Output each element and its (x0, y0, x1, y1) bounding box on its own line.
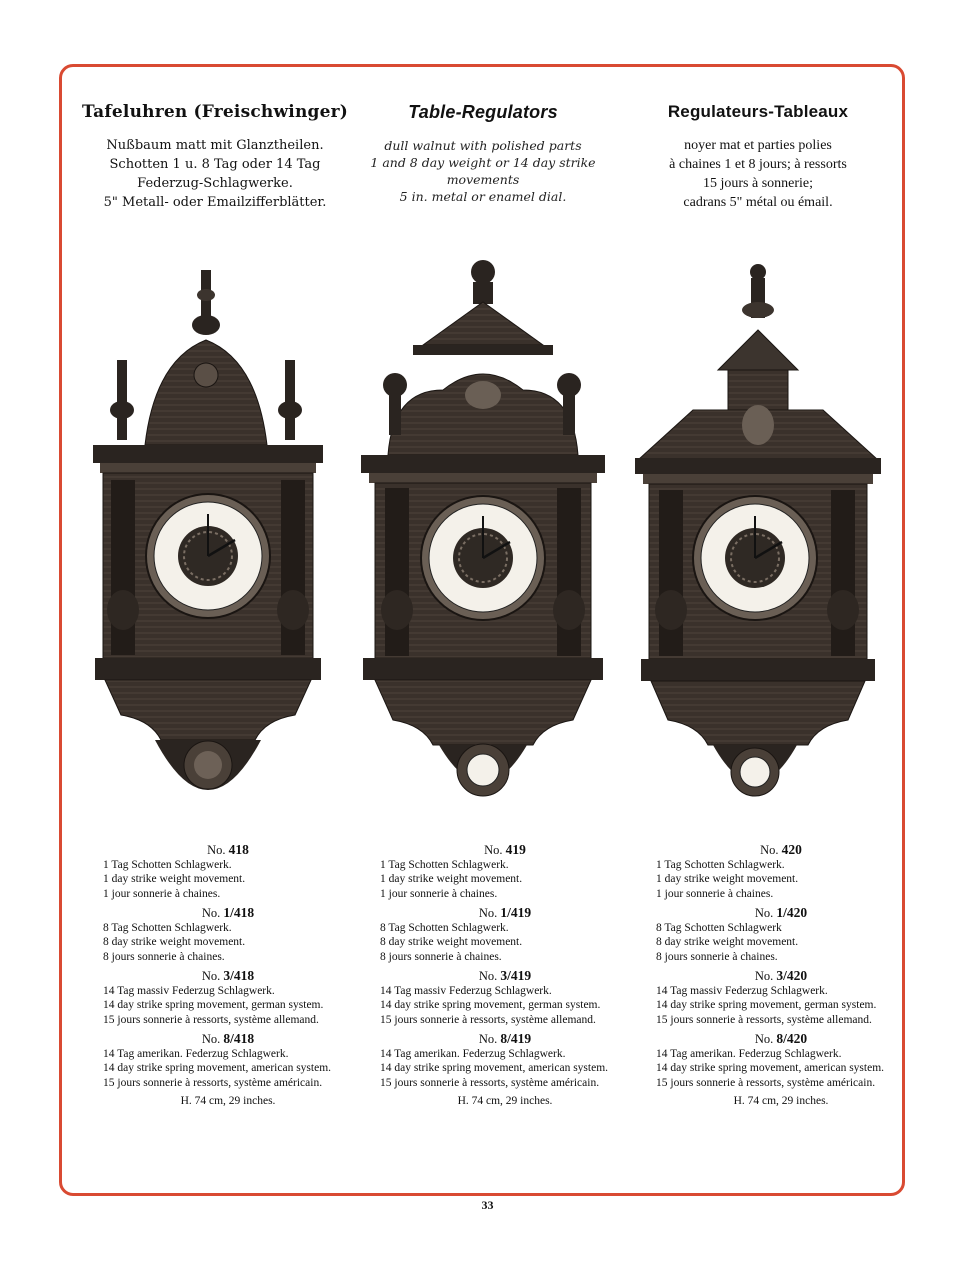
model-number: No. 8/420 (754, 1031, 808, 1046)
height-label: H. 74 cm, 29 inches. (180, 1095, 276, 1107)
spec-line: 15 jours sonnerie à ressorts, système américain. (656, 1076, 876, 1089)
model-number: No. 8/418 (201, 1031, 255, 1046)
header-line: dull walnut with polished parts (384, 138, 582, 153)
header-line: 5 in. metal or enamel dial. (399, 189, 567, 204)
spec-line: 8 Tag Schotten Schlagwerk. (103, 921, 232, 934)
header-line: 5" Metall- oder Emailzifferblätter. (103, 195, 327, 210)
spec-line: 8 jours sonnerie à chaines. (656, 950, 778, 963)
clock-illustration-419 (353, 240, 613, 840)
spec-line: 1 Tag Schotten Schlagwerk. (380, 858, 509, 871)
header-french (613, 102, 903, 212)
spec-line: 1 day strike weight movement. (103, 873, 246, 885)
specs-418 (103, 843, 353, 1109)
spec-line: 14 day strike spring movement, american system. (380, 1062, 609, 1074)
model-number: No. 3/420 (754, 968, 808, 983)
spec-line: 8 day strike weight movement. (380, 936, 523, 948)
model-number: No. 419 (484, 842, 526, 857)
model-number: No. 1/418 (201, 905, 255, 920)
spec-line: 1 day strike weight movement. (656, 873, 799, 885)
header-line: Nußbaum matt mit Glanztheilen. (106, 138, 324, 153)
header-line: movements (446, 172, 520, 187)
spec-line: 1 Tag Schotten Schlagwerk. (656, 858, 785, 871)
header-line: 1 and 8 day weight or 14 day strike (370, 155, 596, 170)
model-number: No. 3/419 (478, 968, 532, 983)
spec-line: 1 jour sonnerie à chaines. (103, 887, 221, 900)
header-line: noyer mat et parties polies (684, 138, 832, 153)
spec-line: 14 Tag amerikan. Federzug Schlagwerk. (103, 1047, 289, 1060)
height-label: H. 74 cm, 29 inches. (733, 1095, 829, 1107)
spec-line: 15 jours sonnerie à ressorts, système américain. (380, 1076, 600, 1089)
spec-line: 14 day strike spring movement, german system. (103, 999, 324, 1011)
spec-line: 8 jours sonnerie à chaines. (103, 950, 225, 963)
specs-420 (656, 843, 906, 1109)
spec-line: 14 day strike spring movement, american system. (103, 1062, 332, 1074)
header-line: Federzug-Schlagwerke. (137, 176, 293, 191)
header-line: à chaines 1 et 8 jours; à ressorts (669, 157, 847, 172)
spec-line: 8 jours sonnerie à chaines. (380, 950, 502, 963)
header-english (338, 102, 628, 205)
model-number: No. 8/419 (478, 1031, 532, 1046)
header-title: Table-Regulators (408, 102, 558, 122)
header-german (70, 102, 360, 212)
spec-line: 8 day strike weight movement. (103, 936, 246, 948)
header-title: Tafeluhren (Freischwinger) (81, 102, 349, 122)
spec-line: 14 day strike spring movement, german system. (656, 999, 877, 1011)
height-label: H. 74 cm, 29 inches. (457, 1095, 553, 1107)
spec-line: 1 day strike weight movement. (380, 873, 523, 885)
spec-line: 15 jours sonnerie à ressorts, système allemand. (103, 1013, 319, 1026)
model-number: No. 420 (760, 842, 802, 857)
spec-line: 15 jours sonnerie à ressorts, système américain. (103, 1076, 323, 1089)
specs-419 (380, 843, 630, 1109)
model-number: No. 1/419 (478, 905, 532, 920)
spec-line: 14 day strike spring movement, german system. (380, 999, 601, 1011)
spec-line: 8 Tag Schotten Schlagwerk (656, 921, 782, 934)
spec-line: 14 Tag amerikan. Federzug Schlagwerk. (380, 1047, 566, 1060)
spec-line: 15 jours sonnerie à ressorts, système allemand. (380, 1013, 596, 1026)
spec-line: 15 jours sonnerie à ressorts, système allemand. (656, 1013, 872, 1026)
spec-line: 1 jour sonnerie à chaines. (380, 887, 498, 900)
spec-line: 8 Tag Schotten Schlagwerk. (380, 921, 509, 934)
spec-line: 14 Tag amerikan. Federzug Schlagwerk. (656, 1047, 842, 1060)
header-line: cadrans 5" métal ou émail. (683, 195, 833, 210)
spec-line: 14 day strike spring movement, american system. (656, 1062, 885, 1074)
model-number: No. 418 (207, 842, 249, 857)
spec-line: 1 jour sonnerie à chaines. (656, 887, 774, 900)
model-number: No. 1/420 (754, 905, 808, 920)
header-line: 15 jours à sonnerie; (702, 176, 814, 191)
spec-line: 14 Tag massiv Federzug Schlagwerk. (656, 984, 828, 997)
page-number: 33 (481, 1198, 494, 1212)
spec-line: 1 Tag Schotten Schlagwerk. (103, 858, 232, 871)
model-number: No. 3/418 (201, 968, 255, 983)
clock-illustration-420 (633, 240, 883, 840)
spec-line: 14 Tag massiv Federzug Schlagwerk. (380, 984, 552, 997)
clock-illustration-418 (85, 240, 345, 840)
spec-line: 8 day strike weight movement. (656, 936, 799, 948)
spec-line: 14 Tag massiv Federzug Schlagwerk. (103, 984, 275, 997)
header-line: Schotten 1 u. 8 Tag oder 14 Tag (109, 157, 321, 172)
header-title: Regulateurs-Tableaux (667, 102, 849, 121)
